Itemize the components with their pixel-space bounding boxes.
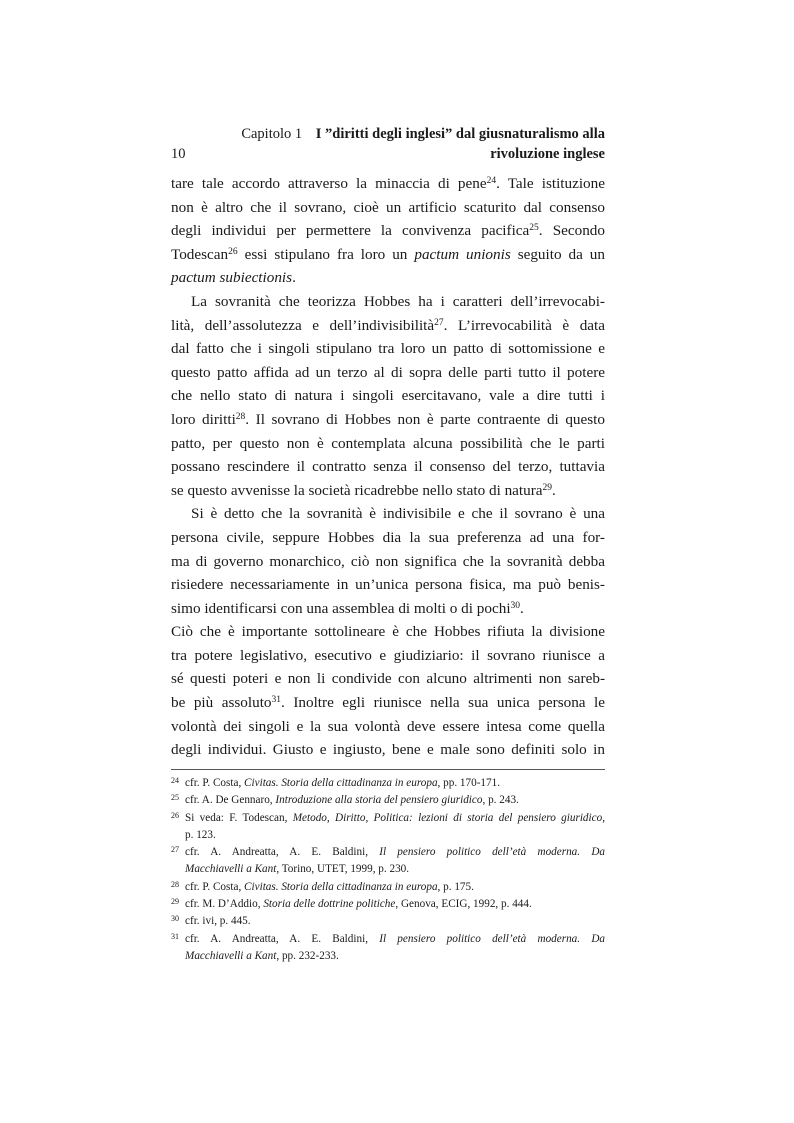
footnote-number: 29 [171, 897, 179, 907]
body-line: Ciò che è importante sottolineare è che Hobbes rifiuta la divisione [171, 623, 605, 641]
footnote: 28 cfr. P. Costa, Civitas. Storia della cittadinanza in europa, p. 175. [171, 879, 474, 893]
body-line: be più assoluto$^{31}$. Inoltre egli riunisce nella sua unica persona le [171, 694, 605, 712]
footnote-ref[interactable]: 24 [486, 176, 497, 186]
footnote-number: 30 [171, 914, 179, 924]
footnote: 25 cfr. A. De Gennaro, Introduzione alla storia del pensiero giuridico, p. 243. [171, 793, 519, 807]
body-line: lità, dell’assolutezza e dell’indivisibilità$^{27}$. L’irrevocabilità è data [171, 316, 605, 334]
footnote: 29 cfr. M. D’Addio, Storia delle dottrine politiche, Genova, ECIG, 1992, p. 444. [171, 897, 532, 911]
footnote-separator [171, 769, 605, 770]
body-line: Si è detto che la sovranità è indivisibile e che il sovrano è una [191, 505, 605, 523]
body-line: loro diritti$^{28}$. Il sovrano di Hobbes non è parte contraente di questo [171, 410, 605, 428]
footnote-ref[interactable]: 26 [228, 246, 238, 257]
body-line: questo patto affida ad un terzo al di sopra delle parti tutto il potere [171, 363, 605, 381]
footnote-number: 25 [171, 793, 179, 803]
footnote: 27 cfr. A. Andreatta, A. E. Baldini, Il pensiero politico dell’età moderna. Da Macchiavelli a Kant, Torino, UTET, 1999, p. 230. [171, 845, 605, 876]
footnote-number: 26 [171, 810, 179, 820]
footnote: 26 Si veda: F. Todescan, Metodo, Diritto, Politica: lezioni di storia del pensiero giuridico, p. 123. [171, 810, 605, 841]
footnote-ref[interactable]: 30 [510, 600, 521, 611]
body-line: patto, per questo non è contemplata alcuna possibilità che le parti [171, 434, 605, 452]
footnote: 30 cfr. ivi, p. 445. [171, 914, 251, 928]
body-line: che nello stato di natura i singoli esercitavano, vale a dire tutti i [171, 387, 605, 405]
body-line: risiedere necessariamente in un’unica persona fisica, ma può benis- [171, 576, 605, 594]
footnote-number: 28 [171, 879, 179, 889]
chapter-title-line1: I ”diritti degli inglesi” dal giusnaturalismo alla [315, 126, 605, 142]
body-line: degli individui per permettere la convivenza pacifica$^{25}$. Secondo [171, 222, 605, 240]
footnote-ref[interactable]: 25 [529, 223, 539, 234]
footnote-ref[interactable]: 31 [271, 695, 282, 706]
body-line: Todescan$^{26}$ essi stipulano fra loro un pactum unionis seguito da un [171, 245, 605, 263]
footnote-ref[interactable]: 29 [542, 482, 553, 493]
footnote-ref[interactable]: 28 [235, 411, 246, 422]
body-line: possano rescindere il contratto senza il consenso del terzo, tuttavia [171, 458, 605, 476]
body-line: simo identificarsi con una assemblea di molti o di pochi$^{30}$. [171, 599, 524, 617]
body-line: La sovranità che teorizza Hobbes ha i caratteri dell’irrevocabi- [191, 292, 605, 310]
body-line: tra potere legislativo, esecutivo e giudiziario: il sovrano riunisce a [171, 646, 605, 664]
footnote: 24 cfr. P. Costa, Civitas. Storia della cittadinanza in europa, pp. 170-171. [171, 776, 501, 789]
body-line: dal fatto che i singoli stipulano tra loro un patto di sottomissione e [171, 340, 605, 358]
chapter-title-line2: rivoluzione inglese [490, 146, 605, 162]
footnote-number: 24 [171, 776, 179, 785]
footnotes [171, 775, 605, 965]
body-line: non è altro che il sovrano, cioè un artificio scaturito dal consenso [171, 198, 605, 216]
body-line: volontà dei singoli e la sua volontà deve essere intesa come quella [171, 717, 605, 735]
header-second-line [171, 144, 605, 164]
body-line: se questo avvenisse la società ricadrebbe nello stato di natura$^{29}$. [171, 481, 556, 499]
body-line: tare tale accordo attraverso la minaccia di pene$^{24}$. Tale istituzione [171, 175, 605, 192]
header-chapter-line [171, 124, 605, 144]
page-number: 10 [171, 146, 186, 162]
body-text [171, 172, 605, 762]
footnote-number: 31 [171, 931, 179, 941]
body-line: pactum subiectionis. [171, 269, 296, 287]
chapter-label: Capitolo 1 [241, 126, 303, 142]
body-line: persona civile, seppure Hobbes dia la sua preferenza ad una for- [171, 528, 605, 546]
running-header [171, 124, 605, 164]
footnote-number: 27 [171, 845, 179, 855]
footnote: 31 cfr. A. Andreatta, A. E. Baldini, Il pensiero politico dell’età moderna. Da Macchiavelli a Kant, pp. 232-233. [171, 931, 605, 962]
body-line: sé questi poteri e non li condivide con alcuno altrimenti non sareb- [171, 670, 605, 688]
body-line: degli individui. Giusto e ingiusto, bene e male sono definiti solo in [171, 741, 605, 759]
body-line: ma di governo monarchico, ciò non significa che la sovranità debba [171, 552, 605, 570]
footnote-ref[interactable]: 27 [434, 317, 444, 328]
